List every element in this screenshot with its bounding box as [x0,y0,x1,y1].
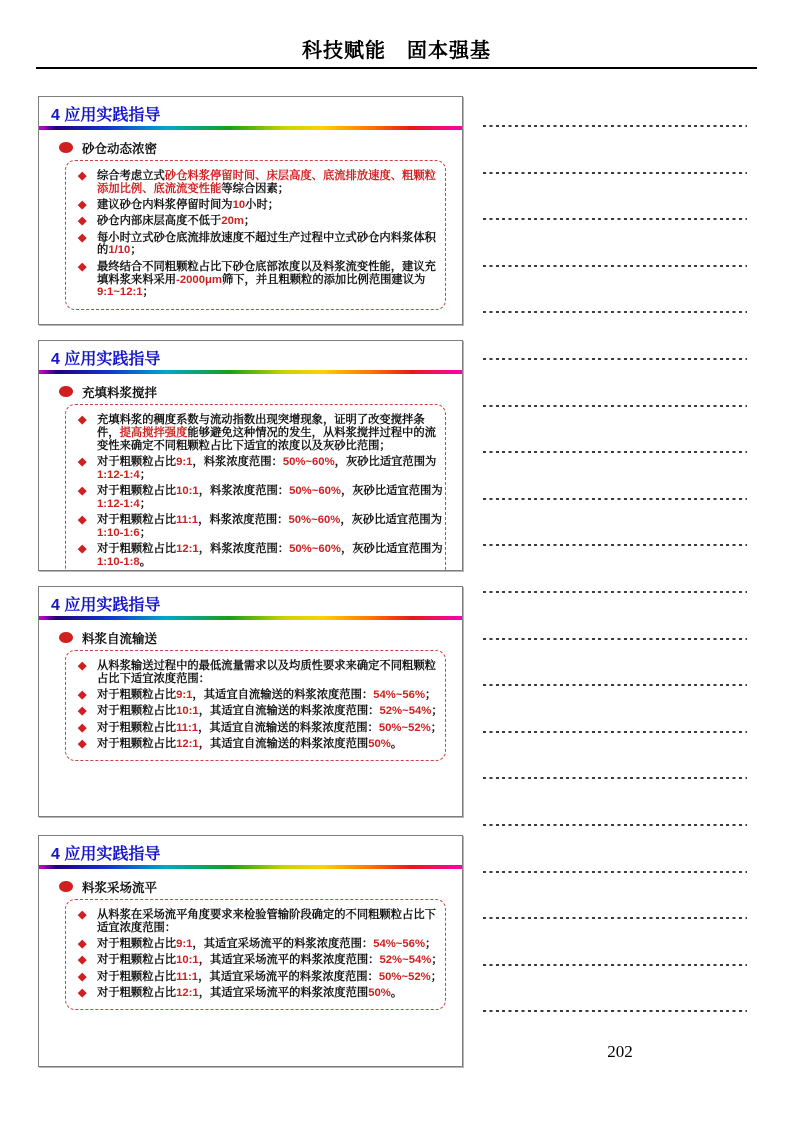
key-points-list [78,909,443,1000]
rainbow-divider [39,616,462,620]
highlight-text: 52%~54% [379,705,432,718]
topic-row [59,383,462,401]
diamond-bullet-icon: ◆ [78,199,87,212]
header-divider [36,67,757,69]
body-text: 对于粗颗粒占比 [97,970,177,983]
key-point [78,738,443,751]
key-points-box [65,160,446,310]
key-points-list [78,170,443,299]
body-text: 对于粗颗粒占比 [97,455,177,468]
body-text: ； [430,721,442,734]
note-line [483,731,747,733]
body-text: ； [425,938,437,951]
highlight-text: 11:1 [176,970,199,983]
highlight-text: 1:10-1:6 [97,526,140,539]
note-line [483,824,747,826]
slide-title: 4 应用实践指导 [51,351,161,368]
body-text: ，其适宜自流输送的料浆浓度范围： [198,705,380,718]
highlight-text: 50%~60% [289,484,341,497]
highlight-text: 9:1 [176,455,193,468]
key-points-list [78,414,443,569]
highlight-text: 1:12-1:4 [97,468,140,481]
highlight-text: 52%~54% [379,954,432,967]
red-bullet-icon [59,142,73,153]
body-text: 对于粗颗粒占比 [97,721,177,734]
body-text: 等综合因素； [221,182,290,195]
topic-row [59,878,462,896]
note-line [483,638,747,640]
key-point [78,215,443,228]
note-line [483,544,747,546]
highlight-text: 54%~56% [373,938,426,951]
highlight-text: 50%~60% [289,543,341,556]
body-text: ； [425,689,437,702]
note-line [483,871,747,873]
highlight-text: 12:1 [176,737,199,750]
diamond-bullet-icon: ◆ [78,938,87,951]
slide-4 [38,835,463,1067]
note-line [483,218,747,220]
body-text: ，灰砂比适宜范围为 [340,514,442,527]
body-text: 对于粗颗粒占比 [97,543,177,556]
key-point [78,705,443,718]
body-text: ； [130,244,142,257]
body-text: 砂仓内部床层高度不低于 [97,215,222,228]
slide-3 [38,586,463,817]
slide-title: 4 应用实践指导 [51,846,161,863]
body-text: 对于粗颗粒占比 [97,705,177,718]
note-line [483,311,747,313]
body-text: ，其适宜采场流平的料浆浓度范围： [192,938,374,951]
body-text: ，料浆浓度范围： [192,455,283,468]
key-point [78,414,443,452]
diamond-bullet-icon: ◆ [78,455,87,468]
key-point [78,971,443,984]
note-line [483,1010,747,1012]
note-line [483,358,747,360]
key-point [78,232,443,258]
highlight-text: 提高搅拌强度 [119,426,188,439]
slide-2 [38,340,463,571]
note-line [483,498,747,500]
body-text: ，料浆浓度范围： [198,543,290,556]
highlight-text: 50%~52% [378,721,431,734]
diamond-bullet-icon: ◆ [78,414,87,426]
rainbow-divider [39,126,462,130]
diamond-bullet-icon: ◆ [78,986,87,999]
diamond-bullet-icon: ◆ [78,721,87,734]
note-line [483,917,747,919]
diamond-bullet-icon: ◆ [78,543,87,556]
body-text: ，灰砂比适宜范围为 [340,543,443,556]
note-line [483,405,747,407]
diamond-bullet-icon: ◆ [78,170,87,182]
body-text: ，料浆浓度范围： [198,514,289,527]
body-text: 综合考虑立式 [97,170,165,182]
body-text: ，其适宜自流输送的料浆浓度范围 [198,737,369,750]
topic-label: 料浆自流输送 [82,631,158,646]
red-bullet-icon [59,632,73,643]
body-text: ； [430,970,442,983]
diamond-bullet-icon: ◆ [78,909,87,921]
highlight-text: 1/10 [108,244,131,257]
key-point [78,722,443,735]
body-text: ，其适宜自流输送的料浆浓度范围： [198,721,379,734]
note-line [483,125,747,127]
body-text: ； [139,526,152,539]
note-line [483,451,747,453]
highlight-text: 10:1 [176,484,199,497]
key-point [78,543,443,569]
highlight-text: 11:1 [176,514,199,527]
body-text: ； [243,215,256,228]
body-text: ，其适宜自流输送的料浆浓度范围： [192,689,374,702]
key-point [78,689,443,702]
page-header-title: 科技赋能 固本强基 [302,40,491,62]
body-text: 充填料浆的稠度系数与流动指数出现突增现象，证明了改变搅拌条件， [97,414,425,439]
slide-title: 4 应用实践指导 [51,597,161,614]
topic-label: 料浆采场流平 [82,880,158,895]
body-text: 对于粗颗粒占比 [97,689,177,702]
body-text: ，灰砂比适宜范围为 [334,455,437,468]
highlight-text: 10:1 [176,954,199,967]
rainbow-divider [39,370,462,374]
body-text: 筛下，并且粗颗粒的添加比例范围建议为 [221,273,426,286]
key-points-box [65,899,446,1011]
note-line [483,265,747,267]
body-text: ，其适宜采场流平的料浆浓度范围 [198,986,369,999]
key-point [78,954,443,967]
highlight-text: 11:1 [176,721,199,734]
body-text: 对于粗颗粒占比 [97,938,177,951]
key-point [78,909,443,935]
body-text: ； [139,497,152,510]
diamond-bullet-icon: ◆ [78,970,87,983]
key-point [78,456,443,482]
red-bullet-icon [59,881,73,892]
key-point [78,514,443,540]
key-point [78,261,443,299]
body-text: 每小时立式砂仓底流排放速度不超过生产过程中立式砂仓内料浆体积的 [97,231,436,257]
highlight-text: 50% [368,986,391,999]
highlight-text: 1:10-1:8 [97,555,140,568]
key-point [78,660,443,686]
diamond-bullet-icon: ◆ [78,705,87,718]
highlight-text: 50% [368,737,391,750]
slide-title: 4 应用实践指导 [51,107,161,124]
body-text: 从料浆在采场流平角度要求来检验管输阶段确定的不同粗颗粒占比下适宜浓度范围： [97,909,436,934]
topic-label: 砂仓动态浓密 [82,141,158,156]
key-point [78,199,443,212]
topic-row [59,139,462,157]
diamond-bullet-icon: ◆ [78,231,87,244]
body-text: 。 [139,555,152,568]
key-points-box [65,650,446,762]
highlight-text: 12:1 [176,543,199,556]
key-point [78,938,443,951]
key-points-list [78,660,443,751]
body-text: 对于粗颗粒占比 [97,986,177,999]
diamond-bullet-icon: ◆ [78,660,87,672]
topic-row [59,629,462,647]
page-number: 202 [607,1042,633,1061]
body-text: ，灰砂比适宜范围为 [340,484,443,497]
highlight-text: 50%~60% [288,514,341,527]
note-line [483,172,747,174]
body-text: ； [139,468,152,481]
body-text: 。 [390,737,403,750]
key-point [78,987,443,1000]
body-text: 。 [390,986,403,999]
body-text: ； [142,286,154,299]
body-text: 建议砂仓内料浆停留时间为 [97,199,233,212]
slide-1 [38,96,463,325]
note-line [483,777,747,779]
red-bullet-icon [59,386,73,397]
highlight-text: 9:1~12:1 [97,286,143,299]
body-text: ，其适宜采场流平的料浆浓度范围： [198,954,380,967]
highlight-text: 砂仓料浆停留时间、床层高度、底流排放速度、粗颗粒添加比例、底流流变性能 [97,170,436,195]
body-text: 对于粗颗粒占比 [97,954,177,967]
highlight-text: 50%~52% [378,970,431,983]
highlight-text: 9:1 [176,689,193,702]
highlight-text: 20m [221,215,244,228]
key-points-box [65,404,446,572]
body-text: 对于粗颗粒占比 [97,514,177,527]
diamond-bullet-icon: ◆ [78,737,87,750]
diamond-bullet-icon: ◆ [78,260,87,273]
key-point [78,485,443,511]
body-text: ，料浆浓度范围： [198,484,290,497]
note-line [483,684,747,686]
body-text: 对于粗颗粒占比 [97,737,177,750]
body-text: ，其适宜采场流平的料浆浓度范围： [198,970,379,983]
body-text: 对于粗颗粒占比 [97,484,177,497]
highlight-text: 12:1 [176,986,199,999]
highlight-text: 1:12-1:4 [97,497,140,510]
diamond-bullet-icon: ◆ [78,954,87,967]
note-line [483,591,747,593]
body-text: 最终结合不同粗颗粒占比下砂仓底部浓度以及料浆流变性能，建议充填料浆来料采用 [97,260,436,286]
diamond-bullet-icon: ◆ [78,484,87,497]
note-line [483,964,747,966]
body-text: 能够避免这种情况的发生，从料浆搅拌过程中的流变性来确定不同粗颗粒占比下适宜的浓度以及灰砂比范围； [97,426,436,452]
highlight-text: 54%~56% [373,689,426,702]
topic-label: 充填料浆搅拌 [82,385,158,400]
diamond-bullet-icon: ◆ [78,215,87,228]
rainbow-divider [39,865,462,869]
key-point [78,170,443,196]
diamond-bullet-icon: ◆ [78,689,87,702]
body-text: 从料浆输送过程中的最低流量需求以及均质性要求来确定不同粗颗粒占比下适宜浓度范围： [97,660,436,685]
body-text: 小时； [245,199,280,212]
highlight-text: -2000μm [176,273,222,286]
highlight-text: 50%~60% [282,455,335,468]
highlight-text: 10 [232,199,246,212]
highlight-text: 10:1 [176,705,199,718]
body-text: ； [431,705,443,718]
diamond-bullet-icon: ◆ [78,514,87,527]
highlight-text: 9:1 [176,938,193,951]
body-text: ； [431,954,443,967]
